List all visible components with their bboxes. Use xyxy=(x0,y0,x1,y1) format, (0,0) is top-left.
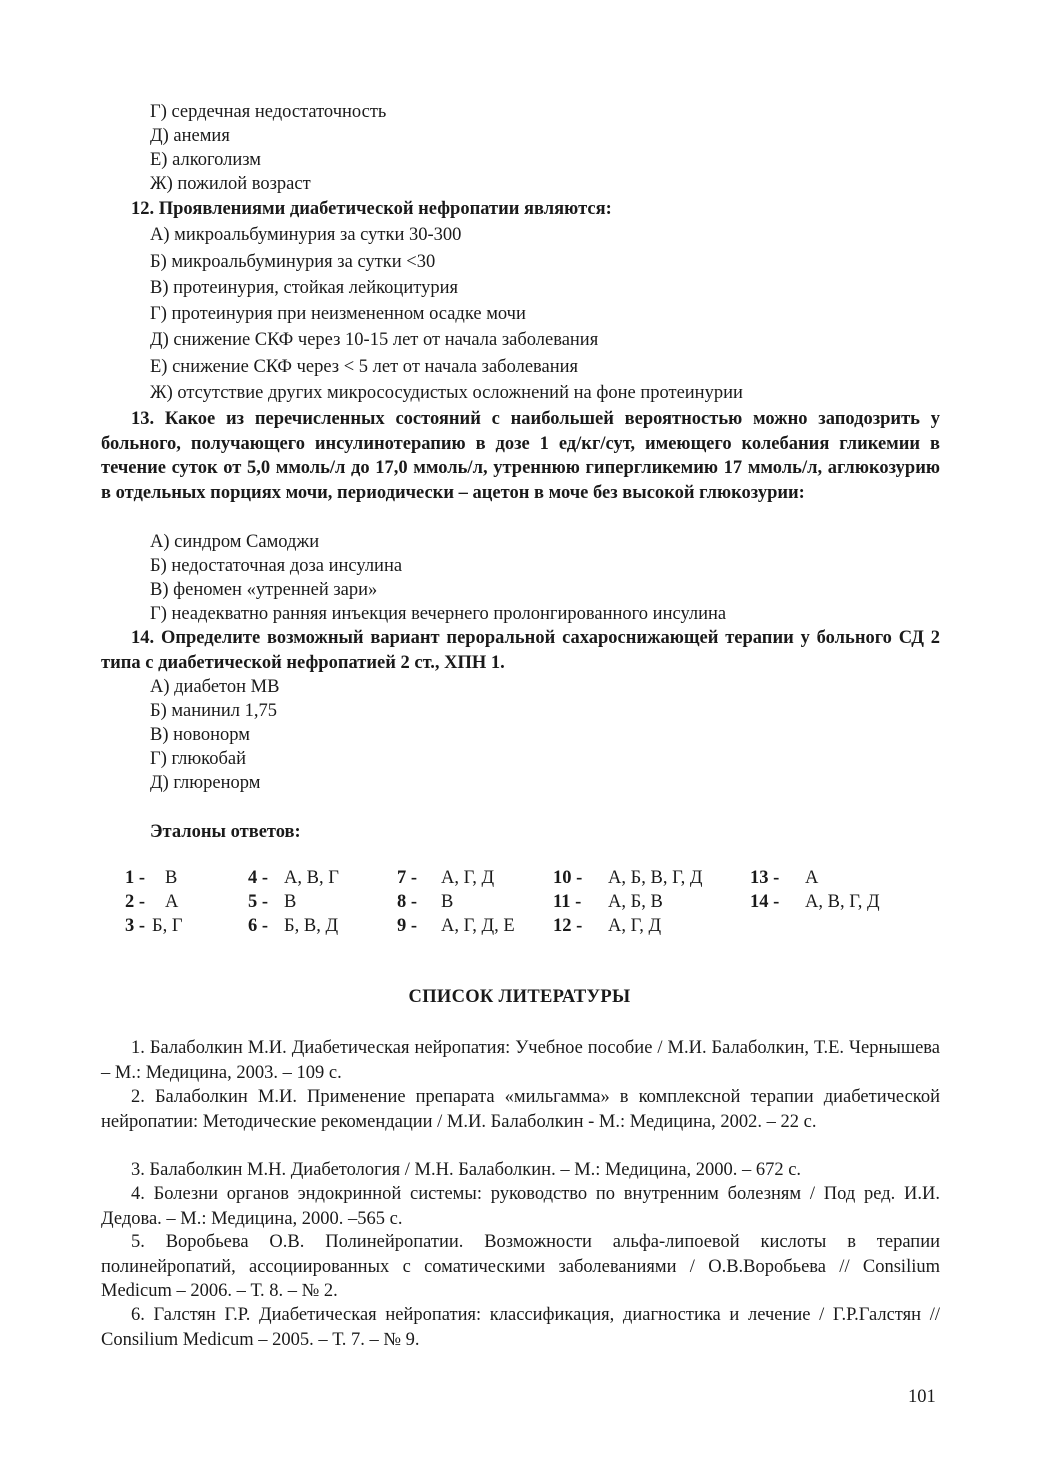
answer-item xyxy=(397,914,417,938)
q12-title: 12. Проявлениями диабетической нефропатии являются: xyxy=(131,199,612,219)
answer-item xyxy=(553,914,582,938)
answer-number: 12 - xyxy=(553,916,583,936)
reference-text: 6. Галстян Г.Р. Диабетическая нейропатия: классификация, диагностика и лечение / Г.Р.Галстян // Consilium Medicum – 2005. – Т. 7. – № 9. xyxy=(101,1305,940,1350)
answer-value: Б, В, Д xyxy=(284,916,339,936)
reference-item xyxy=(101,1036,940,1085)
q14-option: Г) глюкобай xyxy=(150,749,247,769)
q13-option: Г) неадекватно ранняя инъекция вечернего пролонгированного инсулина xyxy=(150,604,727,624)
answer-value: А, Б, В, Г, Д xyxy=(608,868,703,888)
q12-option: А) микроальбуминурия за сутки 30-300 xyxy=(150,225,462,245)
reference-text: 3. Балаболкин М.Н. Диабетология / М.Н. Балаболкин. – М.: Медицина, 2000. – 672 с. xyxy=(131,1160,802,1180)
references-heading: СПИСОК ЛИТЕРАТУРЫ xyxy=(408,987,631,1007)
q12-option: Г) протеинурия при неизмененном осадке мочи xyxy=(150,304,526,324)
q14-option: А) диабетон МВ xyxy=(150,677,280,697)
q14-title: 14. Определите возможный вариант пероральной сахароснижающей терапии у больного СД 2 типа с диабетической нефропатией 2 ст., ХПН 1. xyxy=(101,628,940,673)
q14-option: В) новонорм xyxy=(150,725,250,745)
q13-title: 13. Какое из перечисленных состояний с наибольшей вероятностью можно заподозрить у больного, получающего инсулинотерапию в дозе 1 ед/кг/сут, имеющего колебания гликемии в течение суток от 5,0 ммоль/л до 17,0 ммоль/л, утреннюю гипергликемию 17 ммоль/л, аглюкозурию в отдельных порциях мочи, периодически – ацетон в моче без высокой глюкозурии: xyxy=(101,409,940,503)
answer-number: 9 - xyxy=(397,916,418,936)
answer-number: 7 - xyxy=(397,868,418,888)
q12-option: Б) микроальбуминурия за сутки <30 xyxy=(150,252,436,272)
answer-number: 6 - xyxy=(248,916,269,936)
reference-text: 4. Болезни органов эндокринной системы: руководство по внутренним болезням / Под ред. И.И. Дедова. – М.: Медицина, 2000. –565 с. xyxy=(101,1184,940,1229)
answer-item xyxy=(397,866,417,890)
reference-text: 2. Балаболкин М.И. Применение препарата «мильгамма» в комплексной терапии диабетической нейропатии: Методические рекомендации / М.И. Балаболкин - М.: Медицина, 2002. – 22 с. xyxy=(101,1087,940,1132)
q12-option: В) протеинурия, стойкая лейкоцитурия xyxy=(150,278,458,298)
q11-option-g: Г) сердечная недостаточность xyxy=(150,102,387,122)
answer-value: А, Г, Д xyxy=(441,868,495,888)
answer-item xyxy=(553,890,581,914)
reference-item xyxy=(101,1303,940,1352)
q13-option: А) синдром Самоджи xyxy=(150,532,320,552)
answer-number: 3 - xyxy=(125,916,146,936)
answer-value: Б, Г xyxy=(152,916,183,936)
reference-item xyxy=(101,1158,940,1183)
q12-option: Е) снижение СКФ через < 5 лет от начала заболевания xyxy=(150,357,579,377)
answer-value: В xyxy=(165,868,178,888)
answer-item xyxy=(248,866,268,890)
answer-item xyxy=(553,866,582,890)
reference-text: 5. Воробьева О.В. Полинейропатии. Возможности альфа-липоевой кислоты в терапии полинейропатий, ассоциированных с соматическими заболеваниями / О.В.Воробьева // Consilium Medicum – 2006. – Т. 8. – № 2. xyxy=(101,1232,940,1301)
answer-number: 8 - xyxy=(397,892,418,912)
q13-option: В) феномен «утренней зари» xyxy=(150,580,378,600)
reference-text: 1. Балаболкин М.И. Диабетическая нейропатия: Учебное пособие / М.И. Балаболкин, Т.Е. Чернышева – М.: Медицина, 2003. – 109 с. xyxy=(101,1038,940,1083)
answer-item xyxy=(125,866,145,890)
answers-grid xyxy=(0,866,1039,946)
answer-number: 11 - xyxy=(553,892,582,912)
q11-option-e: Е) алкоголизм xyxy=(150,150,262,170)
q11-option-d: Д) анемия xyxy=(150,126,230,146)
answer-number: 13 - xyxy=(750,868,780,888)
reference-item xyxy=(101,1182,940,1231)
answer-value: В xyxy=(441,892,454,912)
answer-value: А, Г, Д, Е xyxy=(441,916,515,936)
answer-number: 4 - xyxy=(248,868,269,888)
q12-option: Ж) отсутствие других микрососудистых осложнений на фоне протеинурии xyxy=(150,383,743,403)
answer-item xyxy=(248,914,268,938)
answer-number: 1 - xyxy=(125,868,146,888)
reference-item xyxy=(101,1085,940,1134)
answer-number: 14 - xyxy=(750,892,780,912)
answer-number: 10 - xyxy=(553,868,583,888)
page-number: 101 xyxy=(908,1387,936,1407)
q12-option: Д) снижение СКФ через 10-15 лет от начала заболевания xyxy=(150,330,599,350)
answer-number: 2 - xyxy=(125,892,146,912)
q14-option: Б) манинил 1,75 xyxy=(150,701,278,721)
reference-item xyxy=(101,1230,940,1304)
answer-item xyxy=(125,914,145,938)
q13-option: Б) недостаточная доза инсулина xyxy=(150,556,403,576)
q11-option-zh: Ж) пожилой возраст xyxy=(150,174,311,194)
answer-number: 5 - xyxy=(248,892,269,912)
q14-option: Д) глюренорм xyxy=(150,773,261,793)
answer-item xyxy=(125,890,145,914)
answer-value: А, В, Г xyxy=(284,868,339,888)
answer-value: А, В, Г, Д xyxy=(805,892,880,912)
answer-value: А, Г, Д xyxy=(608,916,662,936)
answer-item xyxy=(397,890,417,914)
answer-item xyxy=(750,890,779,914)
answer-item xyxy=(248,890,268,914)
answer-value: А xyxy=(165,892,179,912)
answer-item xyxy=(750,866,779,890)
answer-value: В xyxy=(284,892,297,912)
answer-value: А, Б, В xyxy=(608,892,663,912)
answers-title: Эталоны ответов: xyxy=(150,822,301,842)
answer-value: А xyxy=(805,868,819,888)
